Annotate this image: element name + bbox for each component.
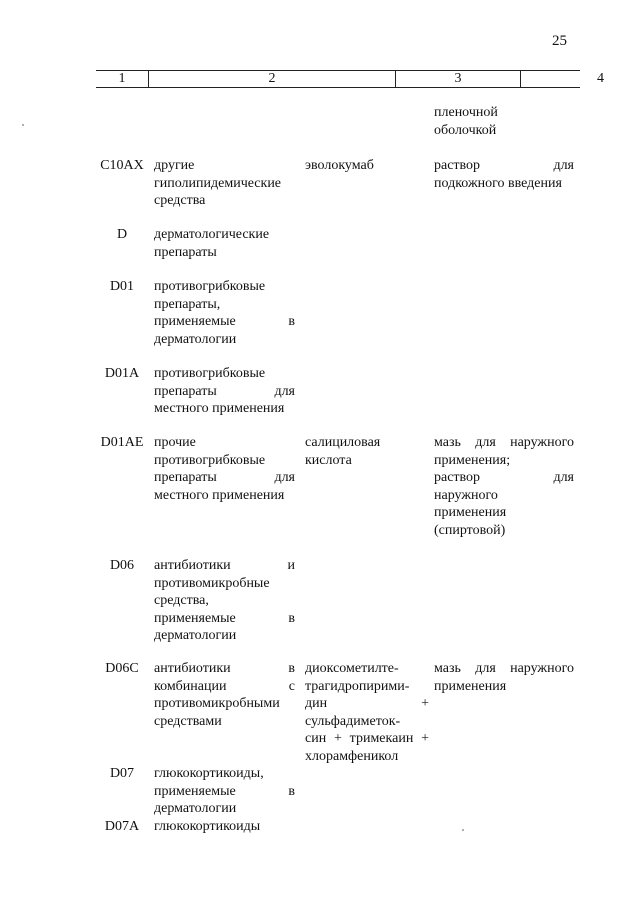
group-name xyxy=(154,278,295,348)
atc-code: C10AX xyxy=(100,158,144,173)
dosage-form-line: пленочной xyxy=(434,105,498,120)
group-name-line: антибиотики и xyxy=(154,558,295,573)
substance-name xyxy=(305,157,429,175)
dosage-form-line: подкожного введения xyxy=(434,175,562,191)
substance-name-line: диоксометилте- xyxy=(305,661,399,676)
atc-code: D xyxy=(116,227,128,242)
dosage-form xyxy=(434,104,574,139)
scan-speck xyxy=(462,829,464,831)
dosage-form xyxy=(434,660,574,695)
substance-name-line: сульфадиметок- xyxy=(305,713,401,729)
group-name-line: средствами xyxy=(154,713,222,729)
group-name-line: противомикробные xyxy=(154,575,270,591)
substance-name-line: эволокумаб xyxy=(305,158,374,173)
dosage-form xyxy=(434,434,574,539)
dosage-form xyxy=(434,157,574,192)
group-name-line: глюкокортикоиды xyxy=(154,819,261,834)
atc-code: D01 xyxy=(109,279,135,294)
dosage-form-line: (спиртовой) xyxy=(434,522,506,538)
substance-name-line: трагидропирими- xyxy=(305,678,410,694)
group-name-line: местного применения xyxy=(154,401,285,416)
group-name-line: прочие xyxy=(154,435,196,450)
header-col-4: 4 xyxy=(597,71,604,86)
group-name-line: гиполипидемические xyxy=(154,175,282,191)
dosage-form-line: раствор для xyxy=(434,470,574,485)
group-name xyxy=(154,157,295,210)
group-name-line: препараты для xyxy=(154,383,295,399)
group-name-line: противогрибковые xyxy=(154,279,266,294)
substance-name-line: син + тримекаин + xyxy=(305,731,429,746)
group-name-line: препараты для xyxy=(154,470,295,485)
group-name xyxy=(154,557,295,645)
group-name-line: применяемые в xyxy=(154,314,295,329)
group-name-line: противогрибковые xyxy=(154,366,266,381)
group-name xyxy=(154,226,295,261)
group-name-line: глюкокортикоиды, xyxy=(154,766,264,781)
dosage-form-line: мазь для наружного xyxy=(434,435,574,450)
group-name-line: комбинации с xyxy=(154,678,295,694)
group-name-line: дерматологии xyxy=(154,628,237,643)
dosage-form-line: мазь для наружного xyxy=(434,661,574,676)
dosage-form-line: применения xyxy=(434,505,507,520)
dosage-form-line: раствор для xyxy=(434,158,574,173)
substance-name-line: салициловая xyxy=(305,435,381,450)
header-col-1: 1 xyxy=(118,71,126,86)
group-name-line: средства xyxy=(154,193,206,208)
atc-code: D06C xyxy=(105,661,139,676)
dosage-form-line: применения; xyxy=(434,452,511,468)
page-number: 25 xyxy=(552,33,567,49)
atc-code: D01AE xyxy=(100,435,144,450)
substance-name-line: дин + xyxy=(305,696,429,711)
group-name-line: применяемые в xyxy=(154,783,295,799)
atc-code: D06 xyxy=(109,558,135,573)
substance-name xyxy=(305,434,429,469)
dosage-form-line: применения xyxy=(434,678,507,694)
table-header xyxy=(96,70,604,88)
atc-code: D01A xyxy=(104,366,140,381)
group-name-line: препараты, xyxy=(154,296,221,312)
header-col-2: 2 xyxy=(268,71,276,86)
group-name-line: антибиотики в xyxy=(154,661,295,676)
group-name xyxy=(154,818,295,836)
scan-speck xyxy=(22,124,24,126)
dosage-form-line: наружного xyxy=(434,487,498,503)
group-name-line: средства, xyxy=(154,593,209,608)
dosage-form-line: оболочкой xyxy=(434,122,497,138)
substance-name-line: хлорамфеникол xyxy=(305,748,399,764)
atc-code: D07A xyxy=(104,819,140,834)
group-name xyxy=(154,365,295,418)
group-name xyxy=(154,434,295,504)
substance-name xyxy=(305,660,429,765)
group-name-line: применяемые в xyxy=(154,610,295,626)
group-name-line: дерматологии xyxy=(154,331,237,347)
group-name-line: противомикробными xyxy=(154,696,280,711)
group-name-line: дерматологии xyxy=(154,801,237,816)
header-col-3: 3 xyxy=(454,71,462,86)
group-name xyxy=(154,765,295,818)
group-name-line: другие xyxy=(154,158,195,173)
group-name-line: дерматологические xyxy=(154,227,270,242)
group-name-line: противогрибковые xyxy=(154,452,266,468)
group-name xyxy=(154,660,295,730)
substance-name-line: кислота xyxy=(305,452,352,468)
atc-code: D07 xyxy=(109,766,135,781)
group-name-line: местного применения xyxy=(154,487,285,503)
group-name-line: препараты xyxy=(154,244,217,260)
